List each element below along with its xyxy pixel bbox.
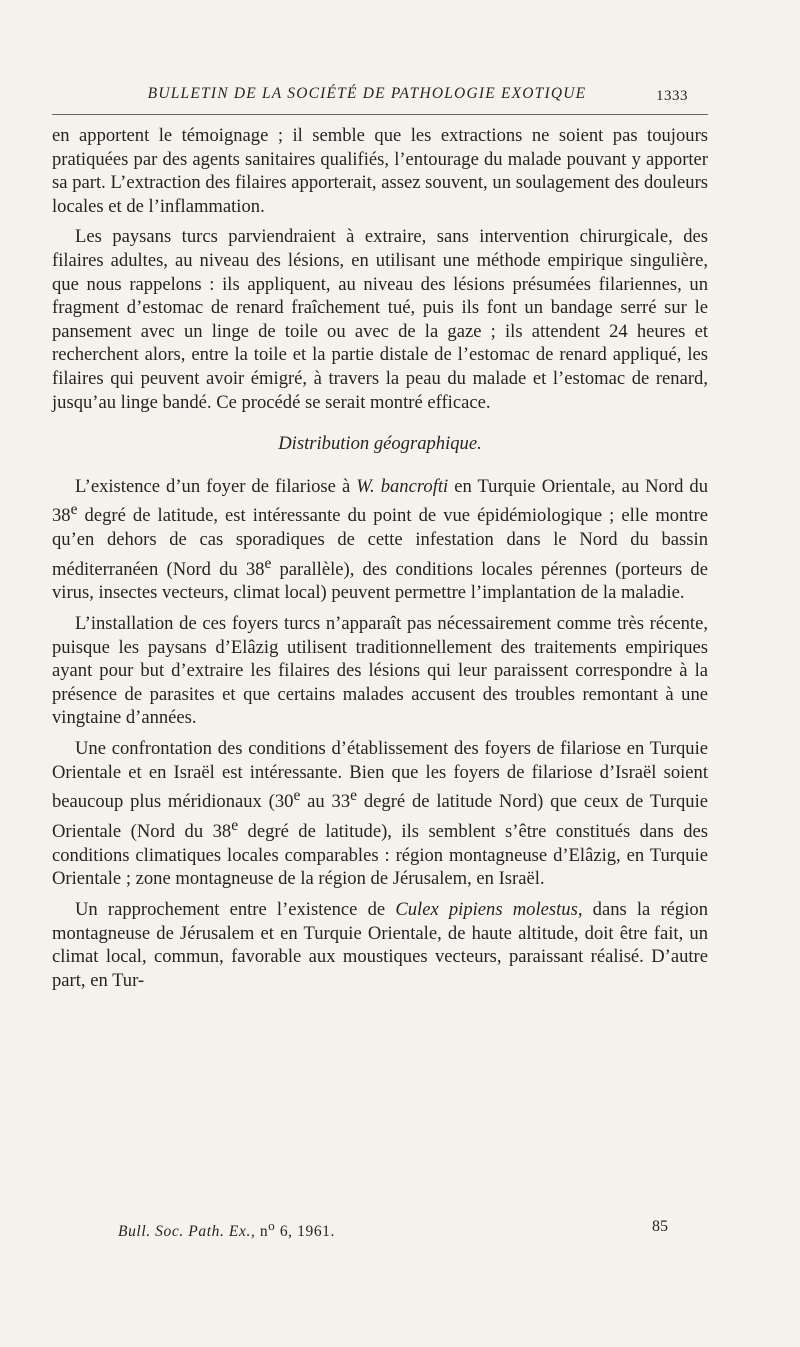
paragraph-continued: en apportent le témoignage ; il semble que les extractions ne soient pas toujours pratiquées par des agents sanitaires qualifiés, l’entourage du malade pouvant y apporter sa part. L’extraction des filaires apporterait, assez souvent, un soulagement des douleurs locales et de l’inflammation. [52,125,708,217]
footer-signature: 85 [652,1218,668,1235]
page-number: 1333 [656,88,688,104]
paragraph-confrontation: Une confrontation des conditions d’établissement des foyers de filariose en Turquie Orientale et en Israël est intéressante. Bien que les foyers de filariose d’Israël soient beaucoup plus méridionaux (30e au 33e degré de latitude Nord) que ceux de Turquie Orientale (Nord du 38e degré de latitude), ils semblent s’être constitués dans des conditions climatiques locales comparables : région montagneuse d’Elâzig, en Turquie Orientale ; zone montagneuse de la région de Jérusalem, en Israël. [52,738,708,890]
body-text [52,124,708,992]
paragraph-extraction-method: Les paysans turcs parviendraient à extraire, sans intervention chirurgicale, des filaires adultes, au niveau des lésions, en utilisant une méthode empirique singulière, que nous rappelons : ils appliquent, au niveau des lésions présumées filariennes, un fragment d’estomac de renard fraîchement tué, puis ils font un bandage serré sur le pansement avec un linge de toile ou avec de la gaze ; ils attendent 24 heures et recherchent alors, entre la toile et la partie distale de l’estomac de renard appliqué, les filaires qui peuvent avoir émigré, à travers la peau du malade et l’estomac de renard, jusqu’au linge bandé. Ce procédé se serait montré efficace. [52,226,708,413]
species-name: W. bancrofti [356,475,449,497]
section-title: Distribution géographique. [278,433,482,455]
paragraph-rapprochement: Un rapprochement entre l’existence de Culex pipiens molestus, dans la région montagneuse de Jérusalem et en Turquie Orientale, de haute altitude, doit être fait, un climat local, commun, favorable aux moustiques vecteurs, paraissant réalisé. D’autre part, en Tur- [52,898,708,991]
paragraph-existence: L’existence d’un foyer de filariose à W. bancrofti en Turquie Orientale, au Nord du 38e degré de latitude, est intéressante du point de vue épidémiologique ; elle montre qu’en dehors de cas sporadiques de cette infestation dans le Nord du bassin méditerranéen (Nord du 38e parallèle), des conditions locales pérennes (porteurs de virus, insectes vecteurs, climat local) peuvent permettre l’implantation de la maladie. [52,475,708,604]
paragraph-installation: L’installation de ces foyers turcs n’apparaît pas nécessairement comme très récente, puisque les paysans d’Elâzig utilisent traditionnellement des traitements empiriques ayant pour but d’extraire les filaires des lésions qui leur paraissent correspondre à la présence de parasites et que certains malades accusent des troubles remontant à une vingtaine d’années. [52,613,708,729]
footer-citation: Bull. Soc. Path. Ex., $n^o$ 6, 1961. [118,1218,335,1241]
header-rule [52,114,708,115]
species-name: Culex pipiens molestus [395,898,578,920]
running-title: BULLETIN DE LA SOCIÉTÉ DE PATHOLOGIE EXOTIQUE [147,85,587,102]
